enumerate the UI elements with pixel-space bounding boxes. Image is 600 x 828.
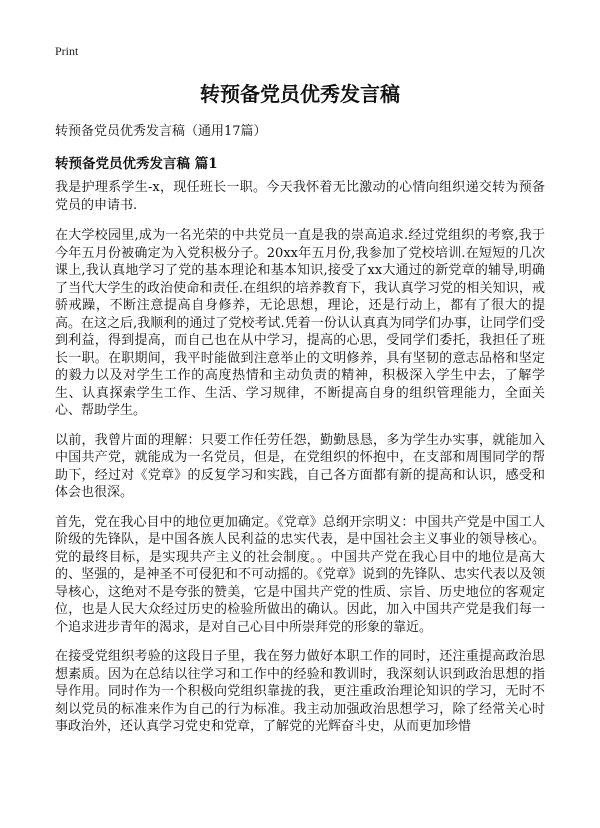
section-heading: 转预备党员优秀发言稿 篇1 (55, 156, 218, 172)
paragraph: 在大学校园里,成为一名光荣的中共党员一直是我的崇高追求.经过党组织的考察,我于今年五月份被确定为入党积极分子。20xx年五月份,我参加了党校培训.在短短的几次课上,我认真地学习了党的基本理论和基本知识,接受了xx大通过的新党章的辅导,明确了当代大学生的政治使命和责任.在组织的培养教育下，我认真学习党的相关知识，戒骄戒躁，不断注意提高自身修养，无论思想，理论，还是行动上，都有了很大的提高。在这之后,我顺利的通过了党校考试.凭着一份认认真真为同学们办事，让同学们受到利益，得到提高，而自己也在从中学习，提高的心思，受同学们委托，我担任了班长一职。在职期间，我平时能做到注意举止的文明修养，具有坚韧的意志品格和坚定的毅力以及对学生工作的高度热情和主动负责的精神，积极深入学生中去，了解学生、认真探索学生工作、生活、学习规律，不断提高自身的组织管理能力，全面关心、帮助学生。 (55, 228, 545, 418)
paragraph: 我是护理系学生-x，现任班长一职。今天我怀着无比激动的心情向组织递交转为预备党员的申请书. (55, 180, 545, 213)
print-link[interactable]: Print (55, 44, 79, 58)
paragraph: 以前，我曾片面的理解：只要工作任劳任怨，勤勤恳恳，多为学生办实事，就能加入中国共产党，就能成为一名党员，但是，在党组织的怀抱中，在支部和周围同学的帮助下，经过对《党章》的反复学习和实践，自己各方面都有新的提高和认识，感受和体会也很深。 (55, 432, 545, 500)
document-subtitle: 转预备党员优秀发言稿（通用17篇） (55, 124, 267, 139)
document-body (55, 179, 545, 749)
paragraph: 首先，党在我心目中的地位更加确定。《党章》总纲开宗明义：中国共产党是中国工人阶级的先锋队，是中国各族人民利益的忠实代表，是中国社会主义事业的领导核心。党的最终目标，是实现共产主义的社会制度。。中国共产党在我心目中的地位是高大的、坚强的，是神圣不可侵犯和不可动摇的。《党章》说到的先锋队、忠实代表以及领导核心，这绝对不是夸张的赞美，它是中国共产党的性质、宗旨、历史地位的客观定位，也是人民大众经过历史的检验所做出的确认。因此，加入中国共产党是我们每一个追求进步青年的渴求，是对自己心目中所崇拜党的形象的靠近。 (55, 514, 545, 635)
page-title: 转预备党员优秀发言稿 (200, 82, 400, 106)
paragraph: 在接受党组织考验的这段日子里，我在努力做好本职工作的同时，还注重提高政治思想素质。因为在总结以往学习和工作中的经验和教训时，我深刻认识到政治思想的指导作用。同时作为一个积极向党组织靠拢的我，更注重政治理论知识的学习，无时不刻以党员的标准来作为自己的行为标准。我主动加强政治思想学习，除了经常关心时事政治外，还认真学习党史和党章，了解党的光辉奋斗史，从而更加珍惜 (55, 649, 545, 734)
